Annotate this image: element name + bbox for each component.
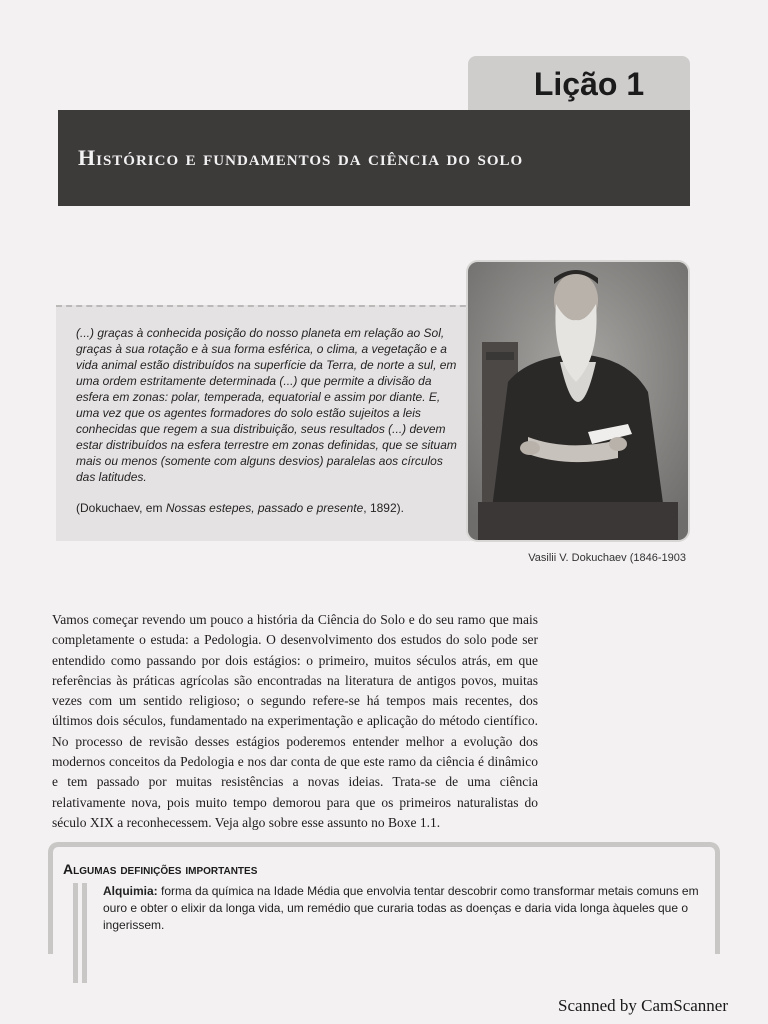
- portrait-photo: [466, 260, 690, 542]
- lesson-tab: [468, 56, 690, 112]
- definition-term: Alquimia:: [103, 884, 158, 898]
- intro-paragraph: Vamos começar revendo um pouco a história da Ciência do Solo e do seu ramo que mais completamente o estuda: a Pedologia. O desenvolvimento dos estudos do solo pode ser entendido como passando por dois estágios: o primeiro, muitos séculos atrás, em que referências às práticas agrícolas são encontradas na literatura de antigos povos, muitas vezes com um sentido religioso; o segundo refere-se há tempos mais recentes, dos últimos dois séculos, fundamentado na experimentação e aplicação do método científico. No processo de revisão desses estágios poderemos entender melhor a evolução dos modernos conceitos da Pedologia e nos dar conta de que este ramo da ciência é dinâmico e tem passado por muitas resistências a novas ideias. Trata-se de uma ciência relativamente nova, pois muito tempo demorou para que os primeiros naturalistas do século XIX a reconhecessem. Veja algo sobre esse assunto no Boxe 1.1.: [52, 612, 538, 830]
- quote-source-prefix: (Dokuchaev, em: [76, 501, 166, 515]
- portrait-caption: Vasilii V. Dokuchaev (1846-1903: [528, 552, 686, 564]
- definitions-box: [48, 842, 720, 954]
- chapter-title-bar: [58, 110, 690, 206]
- quote-source-work: Nossas estepes, passado e presente: [165, 501, 364, 515]
- definition-entry: [103, 883, 703, 934]
- portrait-illustration: [468, 262, 688, 540]
- quote-source: [76, 501, 462, 515]
- chapter-title: Histórico e fundamentos da ciência do solo: [78, 145, 524, 170]
- lesson-label: Lição 1: [533, 65, 645, 102]
- definitions-title: Algumas definições importantes: [63, 861, 258, 877]
- definition-text: forma da química na Idade Média que envolvia tentar descobrir como transformar metais comuns em ouro e obter o elixir da longa vida, um remédio que curaria todas as doenças e daria vida longa àqueles que o ingerissem.: [103, 884, 699, 932]
- quote-source-suffix: , 1892).: [363, 501, 404, 515]
- scanner-watermark: Scanned by CamScanner: [558, 996, 728, 1015]
- quote-text: (...) graças à conhecida posição do nosso planeta em relação ao Sol, graças à sua rotação e à sua forma esférica, o clima, a vegetação e a vida animal estão distribuídos na superfície da Terra, de norte a sul, em uma ordem estritamente determinada (...) que permite a divisão da esfera em zonas: polar, temperada, equatorial e assim por diante. E, uma vez que os agentes formadores do solo estão sujeitos a leis conhecidas que regem a sua distribuição, seus resultados (...) devem estar distribuídos na esfera terrestre em zonas definidas, que se situam mais ou menos (somente com alguns desvios) paralelas aos círculos das latitudes.: [76, 326, 457, 484]
- quote-box: [56, 305, 486, 541]
- definitions-decorative-bar: [73, 883, 87, 983]
